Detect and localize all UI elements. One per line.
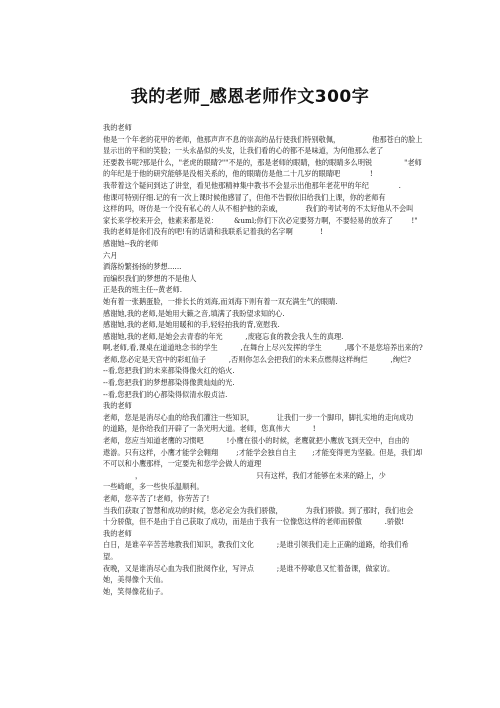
text-line: 我的老师 xyxy=(103,401,132,411)
text-line: 遨游。只有这样，小鹰才能学会翱翔 ;才能学会独自自主 ;才能变得更为坚毅。但是，我们却 xyxy=(103,447,423,457)
text-line: 感谢她--我的老师 xyxy=(103,238,159,248)
text-line: 洒落纷繁扬扬的梦想...... xyxy=(103,262,182,272)
text-line: 我的老师 xyxy=(103,123,132,132)
text-line: 当我们获取了智慧和成功的时候，您必定会为我们骄傲， 为我们骄傲。到了那时，我们也会 xyxy=(103,505,414,515)
text-line: 家长来学校来开会，他素来都是说： &uml;你们下次必定要努力啊，不要轻易的放弃了 !" xyxy=(103,215,418,225)
text-line: 感谢她,我的老师,是她用暖和的手,轻轻拍我的背,宽慰我. xyxy=(103,320,280,330)
text-line: 他是一个年老的花甲的老师，他那声声不息的崇高的品行使我们特别敬佩， 他那苍白的脸上 xyxy=(103,134,423,144)
text-line: 还要教书呢?那是什么，"老虎的眼睛?""不是的，那是老师的眼睛，他的眼睛多么明锐 "老师 xyxy=(103,157,422,167)
text-line: 显示出的平和的笑脸；一头永晶似的头发，让我们看的心的都不是味道，为何他那么老了 xyxy=(103,146,384,156)
text-line: 感谢她,我的老师,是她会去青春的年光 ,废寝忘食的教会我人生的真理. xyxy=(103,331,344,341)
text-line: 望。 xyxy=(103,551,118,561)
text-line: 这样的吗，呀仿是一个没有私心的人从不相护他的亲戚， 我们的考试考的不太好他从不会叫 xyxy=(103,204,414,214)
text-line: 老师,您必定是天宫中的彩虹仙子 ,否则你怎么会把我们的未来点燃得这样绚烂 ,绚烂? xyxy=(103,354,411,364)
text-line: 六月 xyxy=(103,250,118,260)
text-line: 他课可特别仔细.记的有一次上课时候他感冒了，但他不告假依旧给我们上课，你的老师有 xyxy=(103,192,386,202)
text-line: 感谢她,我的老师,是她用大籁之音,填满了我盼望求知的心. xyxy=(103,308,285,318)
text-line: 不可以和小鹰那样，一定要先和您学会做人的道理 xyxy=(103,459,262,469)
text-line: 老师，您辛苦了!老师，你劳苦了! xyxy=(103,494,210,503)
text-line: ， 只有这样，我们才能够在未来的路上，少 xyxy=(103,470,386,480)
text-line: --看,您把我们的心都染得似清水般贞洁. xyxy=(103,389,228,399)
text-line: 我带着这个疑问到达了讲堂，看见他那精神集中教书不会显示出他那年老花甲的年纪 . xyxy=(103,180,401,190)
text-line: 而编织我们的梦想的不是他人 xyxy=(103,273,197,283)
text-line: 她有着一张鹅蛋脸，一排长长的刘海,而刘海下则有着一双充满生气的眼睛. xyxy=(103,296,338,306)
text-line: 她，美得像个天仙。 xyxy=(103,575,168,585)
text-line: 白日，是谁辛辛苦苦地教我们知识，教我们文化 ;是谁引领我们走上正确的道路，给我们希 xyxy=(103,540,409,550)
text-line: 一些崎岖，多一些快乐温顺利。 xyxy=(103,482,204,492)
text-line: 啊,老师,看,课桌在道道地念书的学生 ,在舞台上尽兴发挥的学生 ,哪个不是您培养出来的? xyxy=(103,343,423,353)
text-line: --看,您把我们的未来都染得像火红的焰火. xyxy=(103,366,235,376)
text-line: 的年纪是于他的研究能够是没相关系的，他的眼睛仿是他二十几岁的眼睛吧 ! xyxy=(103,169,373,179)
text-line: 我的老师是你们没有的吧!有的话请和我联系记着我的名字啊 ! xyxy=(103,227,324,237)
text-line: 老师，您是是消尽心血的给我们灌注一些知识， 让我们一步一个脚印，脚扎实地的走向成功 xyxy=(103,412,414,422)
text-line: --看,您把我们的梦想都染得像黄灿灿的光. xyxy=(103,378,235,388)
text-line: 夜晚，又是谁消尽心血为我们批阅作业，写评点 ;是谁不停歇息又忙着备课，做家访。 xyxy=(103,563,395,573)
text-line: 的道路，是你给我们开辟了一条光明大道。老师，您真伟大 ! xyxy=(103,424,316,434)
text-line: 老师，您应当知道老鹰的习惯吧 !小鹰在很小的时候，老鹰就把小鹰放飞到天空中，自由的 xyxy=(103,436,410,446)
article-body xyxy=(103,122,423,597)
text-line: 我的老师 xyxy=(103,528,132,538)
text-line: 十分骄傲，但不是由于自己获取了成功，而是由于我有一位像您这样的老师而骄傲 .骄傲! xyxy=(103,517,405,527)
page-title: 我的老师_感恩老师作文300字 xyxy=(130,87,370,107)
text-line: 她，笑得像花仙子。 xyxy=(103,586,168,596)
text-line: 正是我的班主任--黄老师. xyxy=(103,285,183,295)
